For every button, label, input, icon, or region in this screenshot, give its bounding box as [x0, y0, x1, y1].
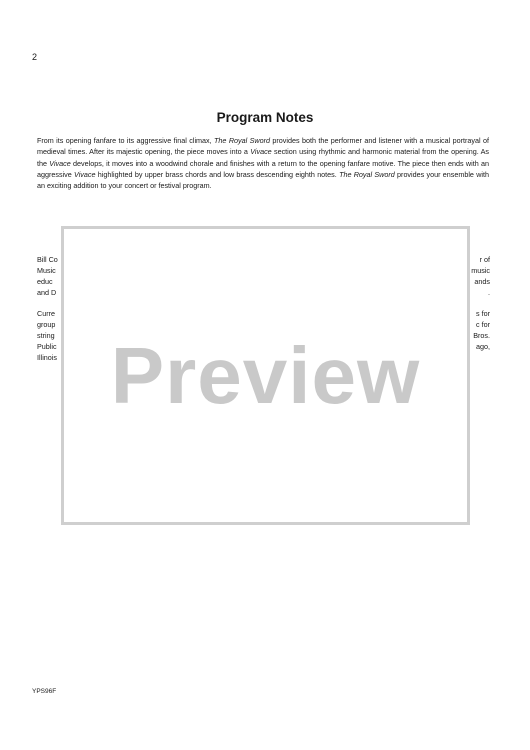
bio-fragment-right: ands — [474, 277, 490, 286]
page-number: 2 — [32, 52, 38, 62]
page-title: Program Notes — [216, 110, 314, 125]
bio-fragment-left: string — [37, 331, 55, 340]
bio-fragment-left: Curre — [37, 309, 55, 318]
bio-fragment-right: music — [471, 266, 490, 275]
bio-fragment-left: Music — [37, 266, 56, 275]
program-notes-paragraph — [37, 135, 489, 191]
bio-fragment-left: group — [37, 320, 56, 329]
bio-fragment-right: ago, — [476, 342, 490, 351]
bio-fragment-left: and D — [37, 288, 57, 297]
bio-fragment-right: s for — [476, 309, 490, 318]
bio-fragment-left: educ — [37, 277, 53, 286]
preview-watermark-box — [61, 226, 470, 525]
tempo-vivace-2: Vivace — [49, 158, 71, 168]
piece-title-2: The Royal Sword — [339, 169, 395, 179]
piece-title-1: The Royal Sword — [214, 136, 270, 145]
notes-text-6: provides your ensemble with an exciting addition to your concert or festival program. — [37, 169, 489, 191]
bio-fragment-left: Bill Co — [37, 255, 58, 264]
bio-fragment-left: Public — [37, 342, 57, 351]
notes-text-5: highlighted by upper brass chords and low brass descending eighth notes. — [95, 169, 340, 179]
bio-fragment-right: Bros. — [473, 331, 490, 340]
footer-catalog-code: YPS96F — [32, 688, 57, 695]
bio-fragment-right: . — [488, 288, 490, 297]
notes-text-3: section using rhythmic and harmonic material from the opening. As the — [37, 147, 489, 168]
bio-fragment-right: r of — [479, 255, 490, 264]
notes-text-4: develops, it moves into a woodwind chorale and finishes with a return to the opening fanfare motive. The piece then ends with an aggressive — [37, 158, 489, 179]
bio-fragment-right: c for — [476, 320, 490, 329]
notes-text-1: From its opening fanfare to its aggressive final climax, — [37, 136, 215, 145]
notes-text-2: provides both the performer and listener with a musical portrayal of medieval times. After its majestic opening, the piece moves into a — [37, 136, 490, 157]
bio-fragment-left: Illinois — [37, 353, 57, 362]
tempo-vivace-1: Vivace — [250, 147, 272, 157]
tempo-vivace-3: Vivace — [74, 169, 96, 179]
preview-watermark-text: Preview — [110, 330, 421, 420]
